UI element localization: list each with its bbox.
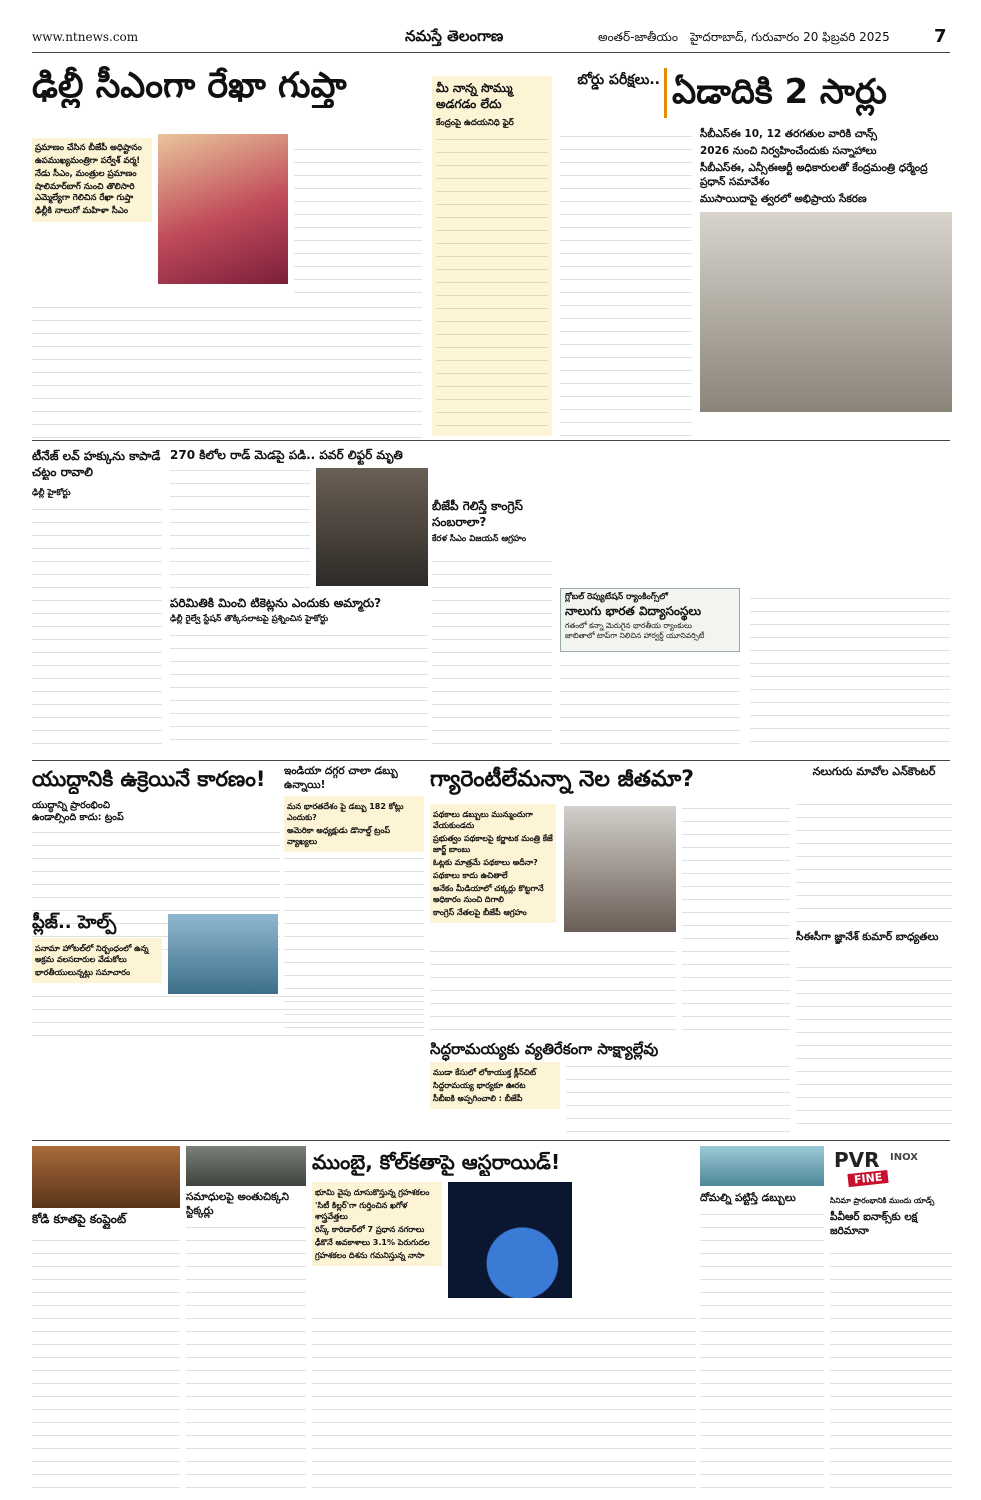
pvr-logo-tag: FINE — [847, 1170, 888, 1187]
bjp-body — [432, 550, 552, 744]
dateline: హైదరాబాద్, గురువారం 20 ఫిబ్రవరి 2025 — [690, 30, 890, 44]
mosquito-headline: దోమల్ని పట్టిస్తే డబ్బులు — [700, 1192, 796, 1204]
lifter-body — [170, 468, 310, 588]
rooster-story — [32, 1146, 180, 1492]
delhi-cm-story — [32, 58, 422, 440]
tickets-headline: పరిమితికి మించి టికెట్లను ఎందుకు అమ్మారు? — [170, 596, 382, 610]
bjp-story — [432, 498, 552, 748]
rooster-photo — [32, 1146, 180, 1208]
boards-bullet: సీబీఎస్ఈ, ఎన్సీఈఆర్టీ అధికారులతో కేంద్రమంత్రి ధర్మేంద్ర ప్రధాన్ సమావేశం — [700, 162, 928, 188]
nanna-story — [432, 76, 552, 436]
teenage-story — [32, 448, 162, 748]
teenage-sub: ఢిల్లీ హైకోర్టు — [32, 488, 71, 498]
ukraine-headline: యుద్ధానికి ఉక్రెయినే కారణం! — [32, 767, 266, 791]
asteroid-bullet: రిస్క్ కారిడార్‌లో 7 ప్రధాన నగరాలు — [315, 1225, 425, 1234]
powerlifter-photo — [316, 468, 428, 586]
stickers-body — [186, 1224, 306, 1488]
tickets-sub: ఢిల్లీ రైల్వే స్టేషన్ తొక్కిసలాటపై ప్రశ్నించిన హైకోర్టు — [170, 614, 329, 624]
guarantee-bullets — [430, 804, 556, 923]
siddaramaiah-bullets — [430, 1062, 560, 1109]
mosquito-story — [700, 1146, 824, 1492]
pvr-logo — [830, 1146, 952, 1192]
cec-body — [796, 964, 952, 1124]
reputation-story — [560, 588, 952, 748]
rekha-gupta-photo — [158, 134, 288, 284]
mosquito-photo — [700, 1146, 824, 1186]
delhi-bullet: షాలిమార్‌బాగ్ నుంచి తొలిసారి ఎమ్మెల్యేగా గెలిచిన రేఖా గుప్తా — [35, 182, 135, 203]
reputation-bullets — [565, 621, 737, 641]
mosquito-body — [700, 1212, 824, 1488]
pledge-bullet: పనామా హోటల్‌లో నిర్బంధంలో ఉన్న అక్రమ వలసదారుల వేడుకోలు — [35, 944, 149, 964]
paper-name: నమస్తే తెలంగాణ — [405, 27, 504, 45]
delhi-bullet: ప్రమాణం చేసిన బీజేపీ అధిష్టానం — [35, 143, 142, 153]
pvr-body — [830, 1244, 952, 1488]
delhi-body-text — [32, 298, 422, 438]
guarantee-headline: గ్యారెంటీలేమన్నా నెల జీతమా? — [430, 767, 694, 792]
reputation-bullet: జాబితాలో టాప్‌గా నిలిచిన హార్వర్డ్ యూనివర్సిటీ — [565, 631, 705, 640]
guarantee-bullet: ఓట్లకు మాత్రమే పథకాలు అదీనా? — [433, 858, 538, 867]
reputation-bullet: గతంలో కన్నా మెరుగైన భారతీయ ర్యాంకులు — [565, 621, 692, 630]
pledge-bullet: భారతీయులున్నట్లు సమాచారం — [35, 968, 131, 977]
boards-bullet: సీబీఎస్ఈ 10, 12 తరగతుల వారికి చాన్స్ — [700, 128, 878, 140]
pvr-story — [830, 1146, 952, 1492]
asteroid-headline: ముంబై, కోల్‌కతాపై ఆస్టరాయిడ్! — [312, 1150, 561, 1174]
boards-headline: ఏడాదికి 2 సార్లు — [672, 72, 887, 112]
siddaramaiah-bullet: సిద్దరామయ్య భార్యకూ ఊరట — [433, 1081, 526, 1090]
bjp-headline: బీజేపీ గెలిస్తే కాంగ్రెస్ సంబరాలా? — [432, 499, 523, 529]
nanna-body — [436, 136, 548, 426]
guarantee-story — [430, 764, 790, 1034]
teenage-headline: టీనేజ్ లవ్ హక్కును కాపాడే చట్టం రావాలి — [32, 449, 161, 479]
reputation-headline: నాలుగు భారత విద్యాసంస్థలు — [565, 604, 702, 618]
reputation-kicker: గ్లోబల్ రెప్యుటేషన్ ర్యాంకింగ్స్‌లో — [565, 592, 668, 602]
siddaramaiah-body — [566, 1062, 790, 1132]
asteroid-body — [312, 1306, 696, 1488]
maoists-story — [796, 764, 952, 924]
rooster-headline: కోడి కూతపై కంప్లైంట్ — [32, 1212, 127, 1226]
guarantee-bullet: కాంగ్రెస్ నేతలపై బీజేపీ ఆగ్రహం — [433, 908, 527, 917]
website-url[interactable]: www.ntnews.com — [32, 30, 139, 44]
delhi-bullet: ఢిల్లీకి నాలుగో మహిళా సీఎం — [35, 206, 129, 216]
pvr-logo-main: PVR — [834, 1148, 880, 1172]
asteroid-earth-photo — [448, 1182, 572, 1298]
guarantee-body-bottom — [430, 944, 676, 1030]
maoists-body — [796, 802, 952, 922]
india-money-bullet: మన భారతదేశం పై డబ్బు 182 కోట్లు ఎందుకు? — [287, 802, 404, 822]
stickers-headline: సమాధులపై అంతుచిక్కని స్టిక్కర్లు — [186, 1191, 289, 1217]
lifter-story — [170, 448, 428, 588]
section-label: అంతర్-జాతీయం — [598, 30, 678, 44]
reputation-body-col1 — [560, 656, 740, 744]
kj-george-photo — [564, 806, 676, 932]
pledge-headline: ప్లీజ్.. హెల్ప్ — [32, 912, 117, 933]
pvr-logo-sub: INOX — [890, 1152, 918, 1163]
pledge-bullets — [32, 938, 162, 983]
delhi-headline: ఢిల్లీ సీఎంగా రేఖా గుప్తా — [32, 66, 347, 106]
delhi-bullet: నేడు సీఎం, మంత్రుల ప్రమాణం — [35, 169, 137, 179]
rooster-body — [32, 1232, 180, 1488]
asteroid-bullet: 'సిటీ కిల్లర్'గా గుర్తించిన ఖగోళ శాస్త్రవేత్తలు — [315, 1201, 408, 1221]
delhi-bullet: ఉపముఖ్యమంత్రిగా పర్వేశ్ వర్మ! — [35, 156, 141, 166]
lifter-headline: 270 కిలోల రాడ్ మెడపై పడి.. పవర్ లిఫ్టర్ మృతి — [170, 448, 403, 462]
india-money-bullet: అమెరికా అధ్యక్షుడు డొనాల్డ్ ట్రంప్ వ్యాఖ్యలు — [287, 826, 391, 846]
asteroid-bullets — [312, 1182, 442, 1266]
maoists-headline: నలుగురు మావోల ఎన్‌కౌంటర్ — [812, 765, 936, 778]
siddaramaiah-bullet: ముడా కేసులో లోకాయుక్త క్లీన్‌చిట్ — [433, 1068, 537, 1077]
cec-headline: సీఈసీగా జ్ఞానేశ్ కుమార్ బాధ్యతలు — [796, 931, 939, 943]
guarantee-bullet: ప్రభుత్వం పథకాలపై కర్ణాటక మంత్రి కేజే జార్జ్ బాంబు — [433, 834, 553, 854]
boards-kicker: బోర్డు పరీక్షలు.. — [577, 72, 660, 88]
asteroid-story — [312, 1146, 696, 1492]
stickers-story — [186, 1146, 306, 1492]
boards-body-col1 — [560, 126, 692, 436]
siddaramaiah-story — [430, 1040, 790, 1136]
boards-bullet: ముసాయిదాపై త్వరలో అభిప్రాయ సేకరణ — [700, 193, 867, 205]
tickets-body — [170, 630, 428, 740]
reputation-headbox — [560, 588, 740, 652]
graves-photo — [186, 1146, 306, 1186]
cec-story — [796, 930, 952, 1130]
bjp-sub: కేరళ సీఎం విజయన్ ఆగ్రహం — [432, 534, 527, 544]
teenage-body — [32, 504, 162, 744]
guarantee-bullet: పథకాలు డబ్బులు మున్ముందుగా వేయకుండదు — [433, 810, 533, 830]
reputation-body-col2 — [750, 592, 950, 742]
boards-bullet: 2026 నుంచి నిర్వహించేందుకు సన్నాహాలు — [700, 145, 877, 157]
pledge-story — [32, 912, 424, 1036]
pvr-headline: పీవీఆర్ ఐనాక్స్‌కు లక్ష జరిమానా — [830, 1211, 918, 1237]
tickets-story — [170, 596, 428, 746]
nanna-headline: మీ నాన్న సొమ్ము అడగడం లేదు — [436, 81, 513, 111]
nanna-sub: కేంద్రంపై ఉదయనిధి ఫైర్ — [436, 118, 514, 128]
page-number: 7 — [934, 26, 947, 47]
guarantee-body-col3 — [682, 806, 790, 1030]
boards-bullets — [700, 124, 952, 209]
pledge-body — [32, 992, 424, 1036]
india-money-headline: ఇండియా దగ్గర చాలా డబ్బు ఉన్నాయి! — [284, 765, 398, 791]
india-money-bullets — [284, 796, 424, 852]
siddaramaiah-headline: సిద్ధరామయ్యకు వ్యతిరేకంగా సాక్ష్యాల్లేవు — [430, 1040, 659, 1058]
delhi-body-col2 — [294, 138, 422, 293]
asteroid-bullet: ఢీకొనే అవకాశాలు 3.1% పెరుగుదల — [315, 1238, 430, 1247]
pvr-kicker: సినిమా ప్రారంభానికి ముందు యాడ్స్ — [830, 1196, 935, 1205]
asteroid-bullet: గ్రహశకలం దిశను గమనిస్తున్న నాసా — [315, 1251, 425, 1260]
exam-hall-photo — [700, 212, 952, 412]
boards-story — [560, 62, 952, 440]
asteroid-bullet: భూమి వైపు దూసుకొస్తున్న గ్రహశకలం — [315, 1188, 430, 1197]
siddaramaiah-bullet: సీబీఐకి అప్పగించాలి : బీజేపీ — [433, 1094, 523, 1103]
guarantee-bullet: అనేకం మీడియాలో చక్కర్లు కొట్టగానే అధికారం నుంచి దిగాలి — [433, 884, 544, 904]
ukraine-sub: యుద్ధాన్ని ప్రారంభించి ఉండాల్సింది కాదు: ట్రంప్ — [32, 800, 124, 823]
delhi-bullets — [32, 138, 152, 222]
panama-hotel-photo — [168, 914, 278, 994]
guarantee-bullet: పథకాలు కాదు ఉచితాలే — [433, 871, 508, 880]
